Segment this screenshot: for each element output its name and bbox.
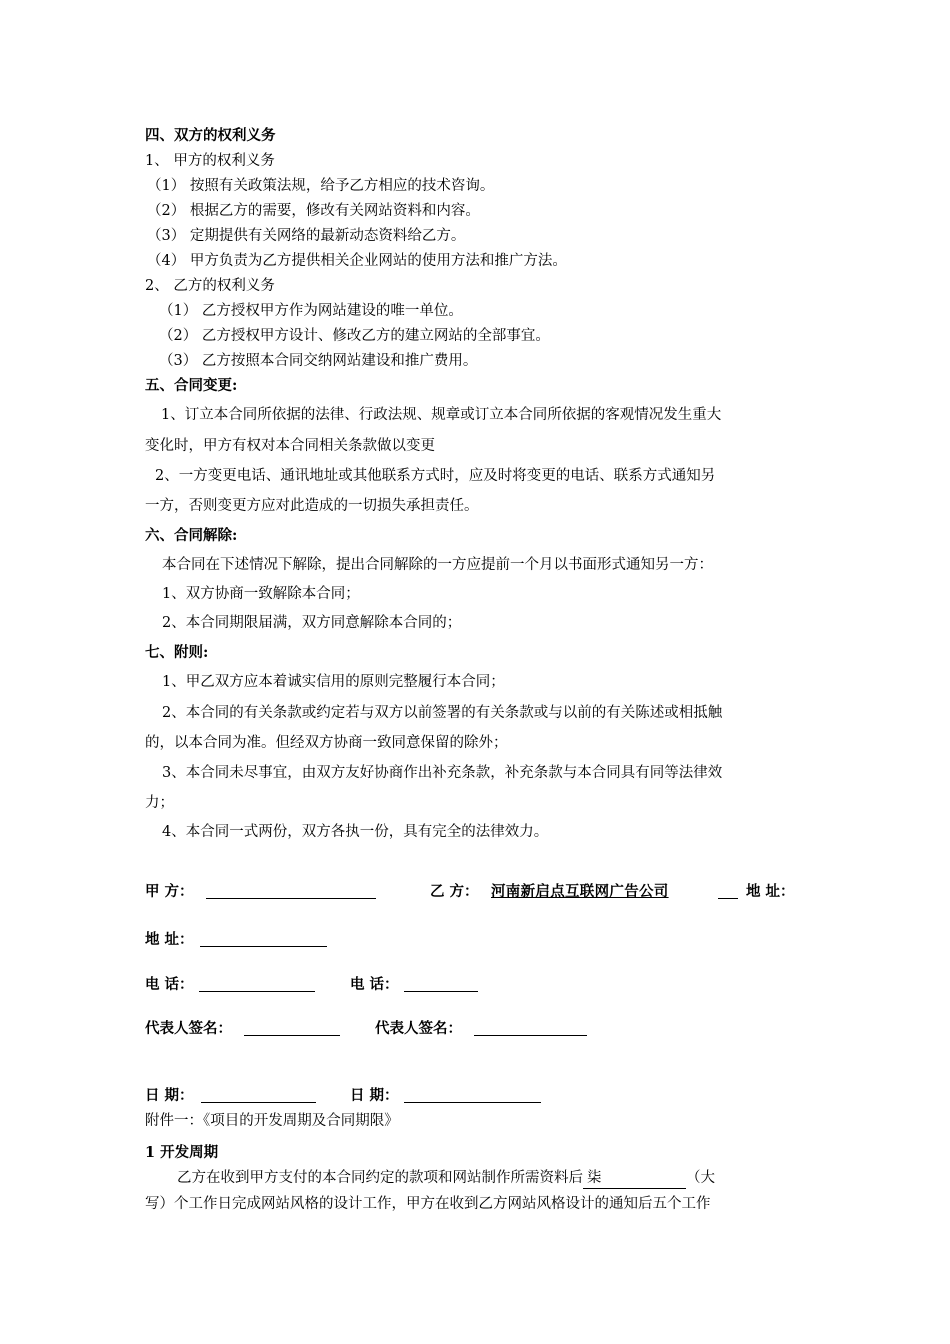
appendix-fill[interactable] <box>583 1168 686 1189</box>
section-6-line: 1、双方协商一致解除本合同； <box>162 586 360 602</box>
party-b-right-item: （3） 乙方按照本合同交纳网站建设和推广费用。 <box>159 353 478 369</box>
address-blank[interactable] <box>200 932 327 947</box>
party-b-name-blank <box>718 884 738 899</box>
party-b-right-item: （1） 乙方授权甲方作为网站建设的唯一单位。 <box>159 303 463 319</box>
section-4-title: 四、双方的权利义务 <box>145 127 276 144</box>
appendix-title: 附件一：《项目的开发周期及合同期限》 <box>145 1113 399 1129</box>
section-6-title: 六、合同解除: <box>145 527 238 544</box>
section-6-line: 本合同在下述情况下解除，提出合同解除的一方应提前一个月以书面形式通知另一方： <box>162 557 713 573</box>
phone-a-label: 电 话： <box>145 976 194 993</box>
appendix-line-pre: 乙方在收到甲方支付的本合同约定的款项和网站制作所需资料后 <box>177 1170 583 1186</box>
address-label: 地 址： <box>145 931 194 948</box>
section-7-title: 七、附则: <box>145 644 209 661</box>
phone-b-label: 电 话： <box>350 976 399 993</box>
date-a-label: 日 期： <box>145 1087 194 1104</box>
party-a-rights-title: 1、 甲方的权利义务 <box>145 153 275 169</box>
appendix-line: 写）个工作日完成网站风格的设计工作，甲方在收到乙方网站风格设计的通知后五个工作 <box>145 1196 711 1212</box>
party-a-right-item: （3） 定期提供有关网络的最新动态资料给乙方。 <box>147 228 466 244</box>
section-5-line: 变化时，甲方有权对本合同相关条款做以变更 <box>145 438 435 454</box>
appendix-line <box>177 1168 715 1189</box>
section-7-line: 的，以本合同为准。但经双方协商一致同意保留的除外； <box>145 735 508 751</box>
party-b-right-item: （2） 乙方授权甲方设计、修改乙方的建立网站的全部事宜。 <box>159 328 550 344</box>
section-7-line: 4、本合同一式两份，双方各执一份，具有完全的法律效力。 <box>162 824 549 840</box>
section-6-line: 2、本合同期限届满，双方同意解除本合同的； <box>162 615 462 631</box>
section-7-line: 力； <box>145 795 174 811</box>
party-b-name: 河南新启点互联网广告公司 <box>491 883 669 900</box>
party-b-label: 乙 方： <box>430 883 479 900</box>
rep-b-label: 代表人签名： <box>375 1020 462 1037</box>
appendix-line-post: （大 <box>686 1170 715 1186</box>
party-a-right-item: （1） 按照有关政策法规，给予乙方相应的技术咨询。 <box>147 178 495 194</box>
party-a-label: 甲 方： <box>145 883 194 900</box>
phone-a-blank[interactable] <box>199 977 315 992</box>
appendix-fill-value: 柒 <box>587 1170 602 1186</box>
party-a-blank[interactable] <box>206 884 376 899</box>
section-5-line: 1、订立本合同所依据的法律、行政法规、规章或订立本合同所依据的客观情况发生重大 <box>161 407 722 423</box>
rep-b-blank[interactable] <box>474 1021 587 1036</box>
date-a-blank[interactable] <box>201 1088 316 1103</box>
rep-a-blank[interactable] <box>244 1021 340 1036</box>
party-b-address-label: 地 址： <box>746 883 795 900</box>
section-7-line: 1、甲乙双方应本着诚实信用的原则完整履行本合同； <box>162 674 505 690</box>
party-b-rights-title: 2、 乙方的权利义务 <box>145 278 275 294</box>
party-a-right-item: （4） 甲方负责为乙方提供相关企业网站的使用方法和推广方法。 <box>147 253 567 269</box>
date-b-blank[interactable] <box>404 1088 541 1103</box>
rep-a-label: 代表人签名： <box>145 1020 232 1037</box>
section-7-line: 3、本合同未尽事宜，由双方友好协商作出补充条款，补充条款与本合同具有同等法律效 <box>162 765 723 781</box>
appendix-subtitle: 1 开发周期 <box>145 1144 219 1161</box>
date-b-label: 日 期： <box>350 1087 399 1104</box>
section-5-line: 2、一方变更电话、通讯地址或其他联系方式时，应及时将变更的电话、联系方式通知另 <box>155 468 716 484</box>
party-a-right-item: （2） 根据乙方的需要，修改有关网站资料和内容。 <box>147 203 480 219</box>
section-5-title: 五、合同变更: <box>145 377 238 394</box>
phone-b-blank[interactable] <box>404 977 478 992</box>
section-5-line: 一方，否则变更方应对此造成的一切损失承担责任。 <box>145 498 479 514</box>
section-7-line: 2、本合同的有关条款或约定若与双方以前签署的有关条款或与以前的有关陈述或相抵触 <box>162 705 723 721</box>
